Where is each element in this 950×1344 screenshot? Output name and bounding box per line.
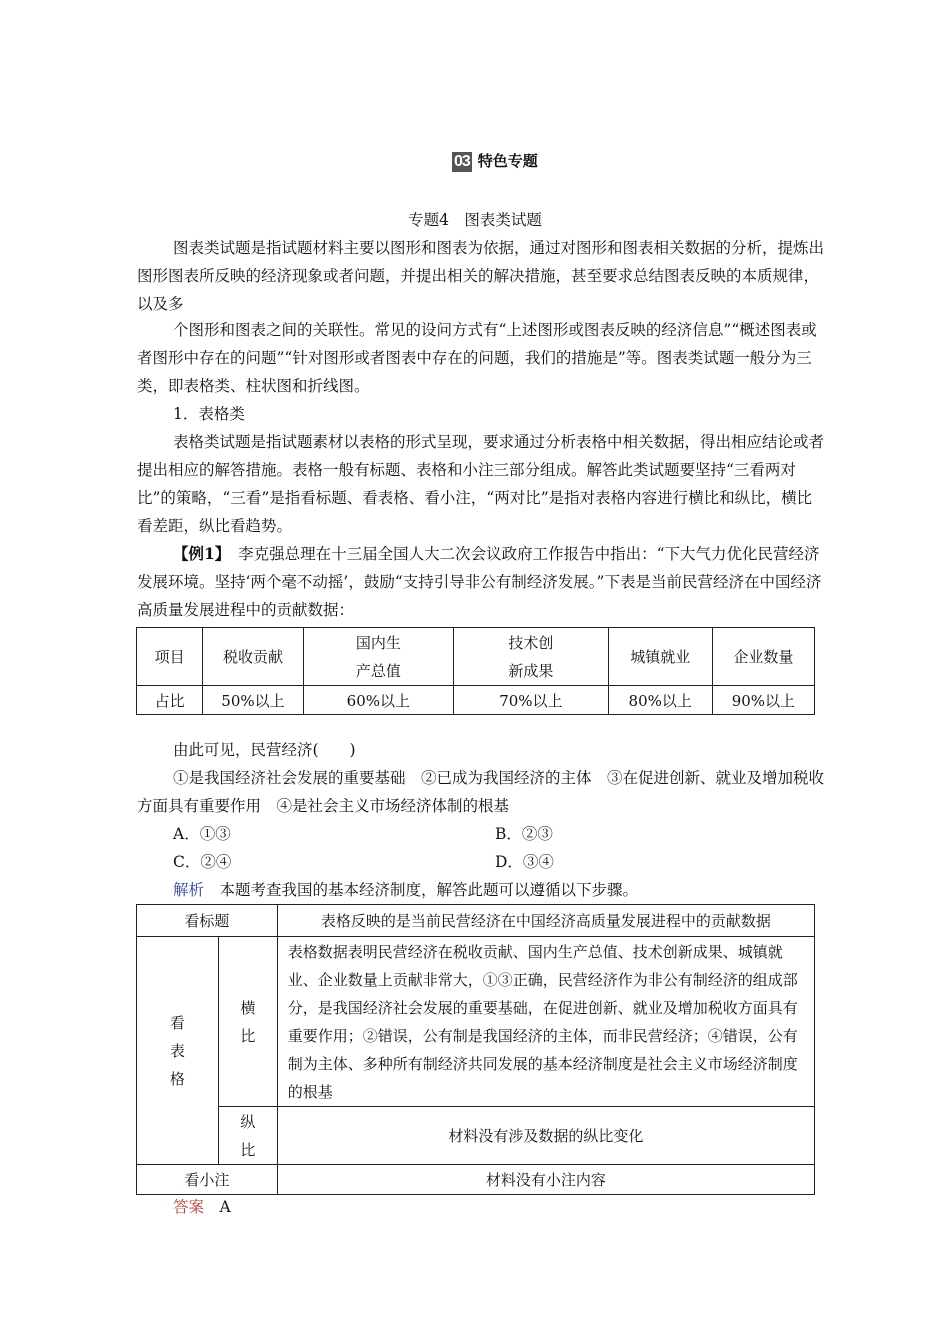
example-paragraph [137, 540, 827, 624]
section-body-table-type: 表格类试题是指试题素材以表格的形式呈现，要求通过分析表格中相关数据，得出相应结论或者提出相应的解答措施。表格一般有标题、表格和小注三部分组成。解答此类试题要坚持“三看两对比”的策略，“三看”是指看标题、看表格、看小注，“两对比”是指对表格内容进行横比和纵比，横比看差距，纵比看趋势。 [137, 433, 825, 535]
table-cell: 70%以上 [454, 686, 609, 715]
answer-value: A [219, 1198, 231, 1216]
table-cell: 60%以上 [303, 686, 454, 715]
section-title: 特色专题 [477, 153, 538, 170]
option-b: B．②③ [495, 825, 553, 843]
analysis-row-body: 材料没有小注内容 [277, 1165, 814, 1195]
contribution-data-table [136, 627, 815, 715]
option-a: A．①③ [173, 825, 231, 843]
example-text: 李克强总理在十三届全国人大二次会议政府工作报告中指出：“下大气力优化民营经济发展环境。坚持‘两个毫不动摇’，鼓励“支持引导非公有制经济发展。”下表是当前民营经济在中国经济高质量发展进程中的贡献数据： [137, 545, 822, 619]
example-label: 【例1】 [173, 544, 223, 563]
answer-line [173, 1193, 231, 1221]
table-cell: 90%以上 [712, 686, 814, 715]
section-header [452, 150, 538, 172]
topic-subtitle: 专题4 图表类试题 [408, 211, 542, 229]
table-header-cell: 国内生 产总值 [303, 628, 454, 686]
intro-paragraph-2: 个图形和图表之间的关联性。常见的设问方式有“上述图形或图表反映的经济信息”“概述图表或者图形中存在的问题”“针对图形或者图表中存在的问题，我们的措施是”等。图表类试题一般分为三类，即表格类、柱状图和折线图。 [137, 321, 817, 395]
analysis-row-head: 看小注 [137, 1165, 278, 1195]
table-header-cell: 项目 [137, 628, 203, 686]
table-cell: 占比 [137, 686, 203, 715]
analysis-label: 解析 [173, 881, 205, 899]
analysis-row-body: 材料没有涉及数据的纵比变化 [277, 1107, 814, 1165]
option-c: C．②④ [173, 853, 232, 871]
analysis-line [137, 876, 827, 904]
table-header-cell: 企业数量 [712, 628, 814, 686]
question-stem: 由此可见，民营经济( ) [173, 741, 356, 759]
table-header-cell: 技术创 新成果 [454, 628, 609, 686]
analysis-text: 本题考查我国的基本经济制度，解答此题可以遵循以下步骤。 [219, 881, 639, 899]
analysis-row-head: 看 表 格 [137, 937, 219, 1165]
analysis-row-body: 表格数据表明民营经济在税收贡献、国内生产总值、技术创新成果、城镇就业、企业数量上贡献非常大，①③正确，民营经济作为非公有制经济的组成部分，是我国经济社会发展的重要基础，在促进创新、就业及增加税收方面具有重要作用；②错误，公有制是我国经济的主体，而非民营经济；④错误，公有制为主体、多种所有制经济共同发展的基本经济制度是社会主义市场经济制度的根基 [277, 937, 814, 1107]
analysis-sub-head: 纵 比 [218, 1107, 277, 1165]
table-cell: 80%以上 [608, 686, 712, 715]
analysis-row-head: 看标题 [137, 905, 278, 937]
analysis-sub-head: 横 比 [218, 937, 277, 1107]
answer-label: 答案 [173, 1198, 205, 1216]
table-header-cell: 税收贡献 [203, 628, 303, 686]
section-number-badge: 03 [454, 153, 470, 170]
question-statements: ①是我国经济社会发展的重要基础 ②已成为我国经济的主体 ③在促进创新、就业及增加税收方面具有重要作用 ④是社会主义市场经济体制的根基 [137, 769, 825, 815]
intro-paragraph-1: 图表类试题是指试题材料主要以图形和图表为依据，通过对图形和图表相关数据的分析，提炼出图形图表所反映的经济现象或者问题，并提出相关的解决措施，甚至要求总结图表反映的本质规律，以及多 [137, 239, 825, 313]
table-cell: 50%以上 [203, 686, 303, 715]
analysis-table [136, 904, 815, 1195]
option-d: D．③④ [495, 853, 554, 871]
analysis-row-body: 表格反映的是当前民营经济在中国经济高质量发展进程中的贡献数据 [277, 905, 814, 937]
table-header-cell: 城镇就业 [608, 628, 712, 686]
section-heading-table-type: 1．表格类 [173, 405, 245, 423]
